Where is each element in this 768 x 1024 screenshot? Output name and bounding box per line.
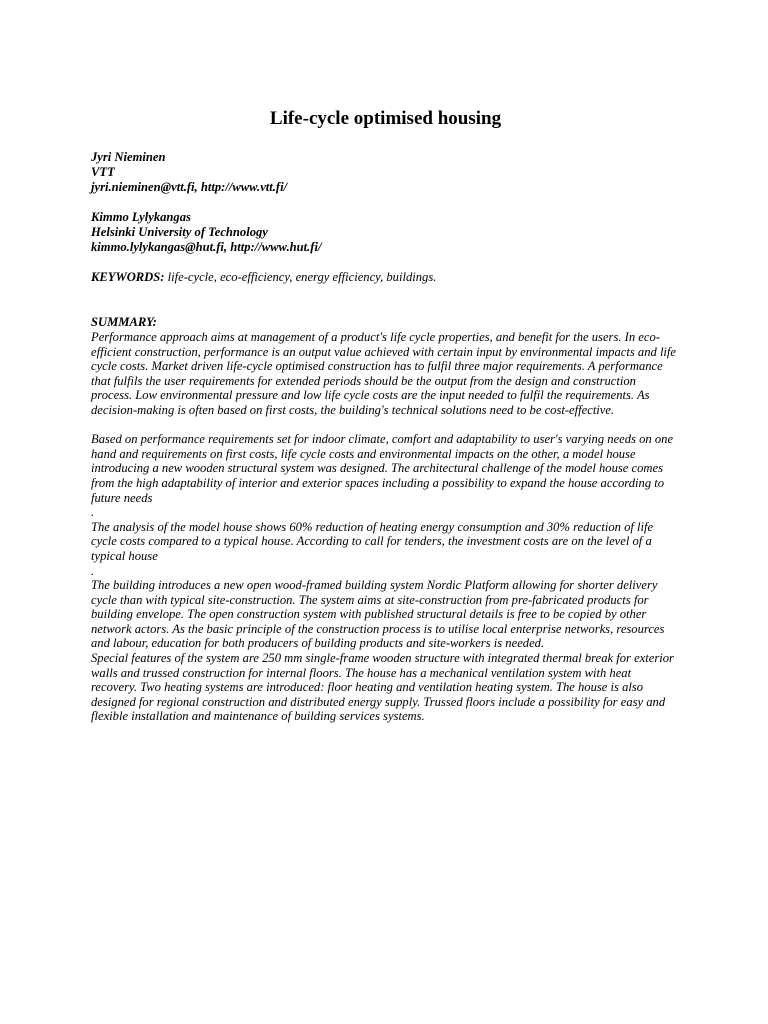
summary-paragraph-4: The building introduces a new open wood-framed building system Nordic Platform allowing for shorter delivery cycle than with typical site-construction. The system aims at site-construction from pre-fabricated products for building envelope. The open construction system with published structural details is free to be copied by other network actors. As the basic principle of the construction process is to utilise local enterprise networks, resources and labour, education for both producers of building products and site-workers is needed. [91,578,665,651]
author-affiliation: Helsinki University of Technology [91,225,268,239]
paper-title: Life-cycle optimised housing [269,108,502,129]
summary-paragraph-5: Special features of the system are 250 mm single-frame wooden structure with integrated thermal break for exterior walls and trussed construction for internal floors. The house has a mechanical ventilation system with heat recovery. Two heating systems are introduced: floor heating and ventilation heating system. The house is also designed for regional construction and distributed energy supply. Trussed floors include a possibility for easy and flexible installation and maintenance of building services systems. [91,651,674,724]
author-contact: kimmo.lylykangas@hut.fi, http://www.hut.fi/ [91,240,322,254]
summary-paragraph-2: Based on performance requirements set for indoor climate, comfort and adaptability to user's varying needs on one hand and requirements on first costs, life cycle costs and environmental impacts on the other, a model house introducing a new wooden structural system was designed. The architectural challenge of the model house comes from the high adaptability of interior and exterior spaces including a possibility to expand the house according to future needs [91,432,674,505]
author-affiliation: VTT [91,165,115,179]
summary-paragraph-3: The analysis of the model house shows 60% reduction of heating energy consumption and 30% reduction of life cycle costs compared to a typical house. According to call for tenders, the investment costs are on the level of a typical house [91,519,654,563]
author-block-2 [91,210,680,255]
separator-dot: . [91,563,95,578]
author-contact: jyri.nieminen@vtt.fi, http://www.vtt.fi/ [91,180,288,194]
author-block-1 [91,150,680,195]
author-name: Jyri Nieminen [91,150,166,164]
summary-paragraph-1: Performance approach aims at management of a product's life cycle properties, and benefit for the users. In eco-efficient construction, performance is an output value achieved with certain input by environmental impacts and life cycle costs. Market driven life-cycle optimised construction has to fulfil three major requirements. A performance that fulfils the user requirements for extended periods should be the output from the design and construction process. Low environmental pressure and low life cycle costs are the input needed to fulfil the requirements. As decision-making is often based on first costs, the building's technical solutions need to be cost-effective. [91,330,677,417]
summary-heading: SUMMARY: [91,315,157,329]
separator-dot: . [91,505,95,520]
keywords-text: life-cycle, eco-efficiency, energy efficiency, buildings. [164,270,437,284]
keywords-label: KEYWORDS: [91,270,165,284]
author-name: Kimmo Lylykangas [91,210,191,224]
keywords-line [91,270,680,285]
